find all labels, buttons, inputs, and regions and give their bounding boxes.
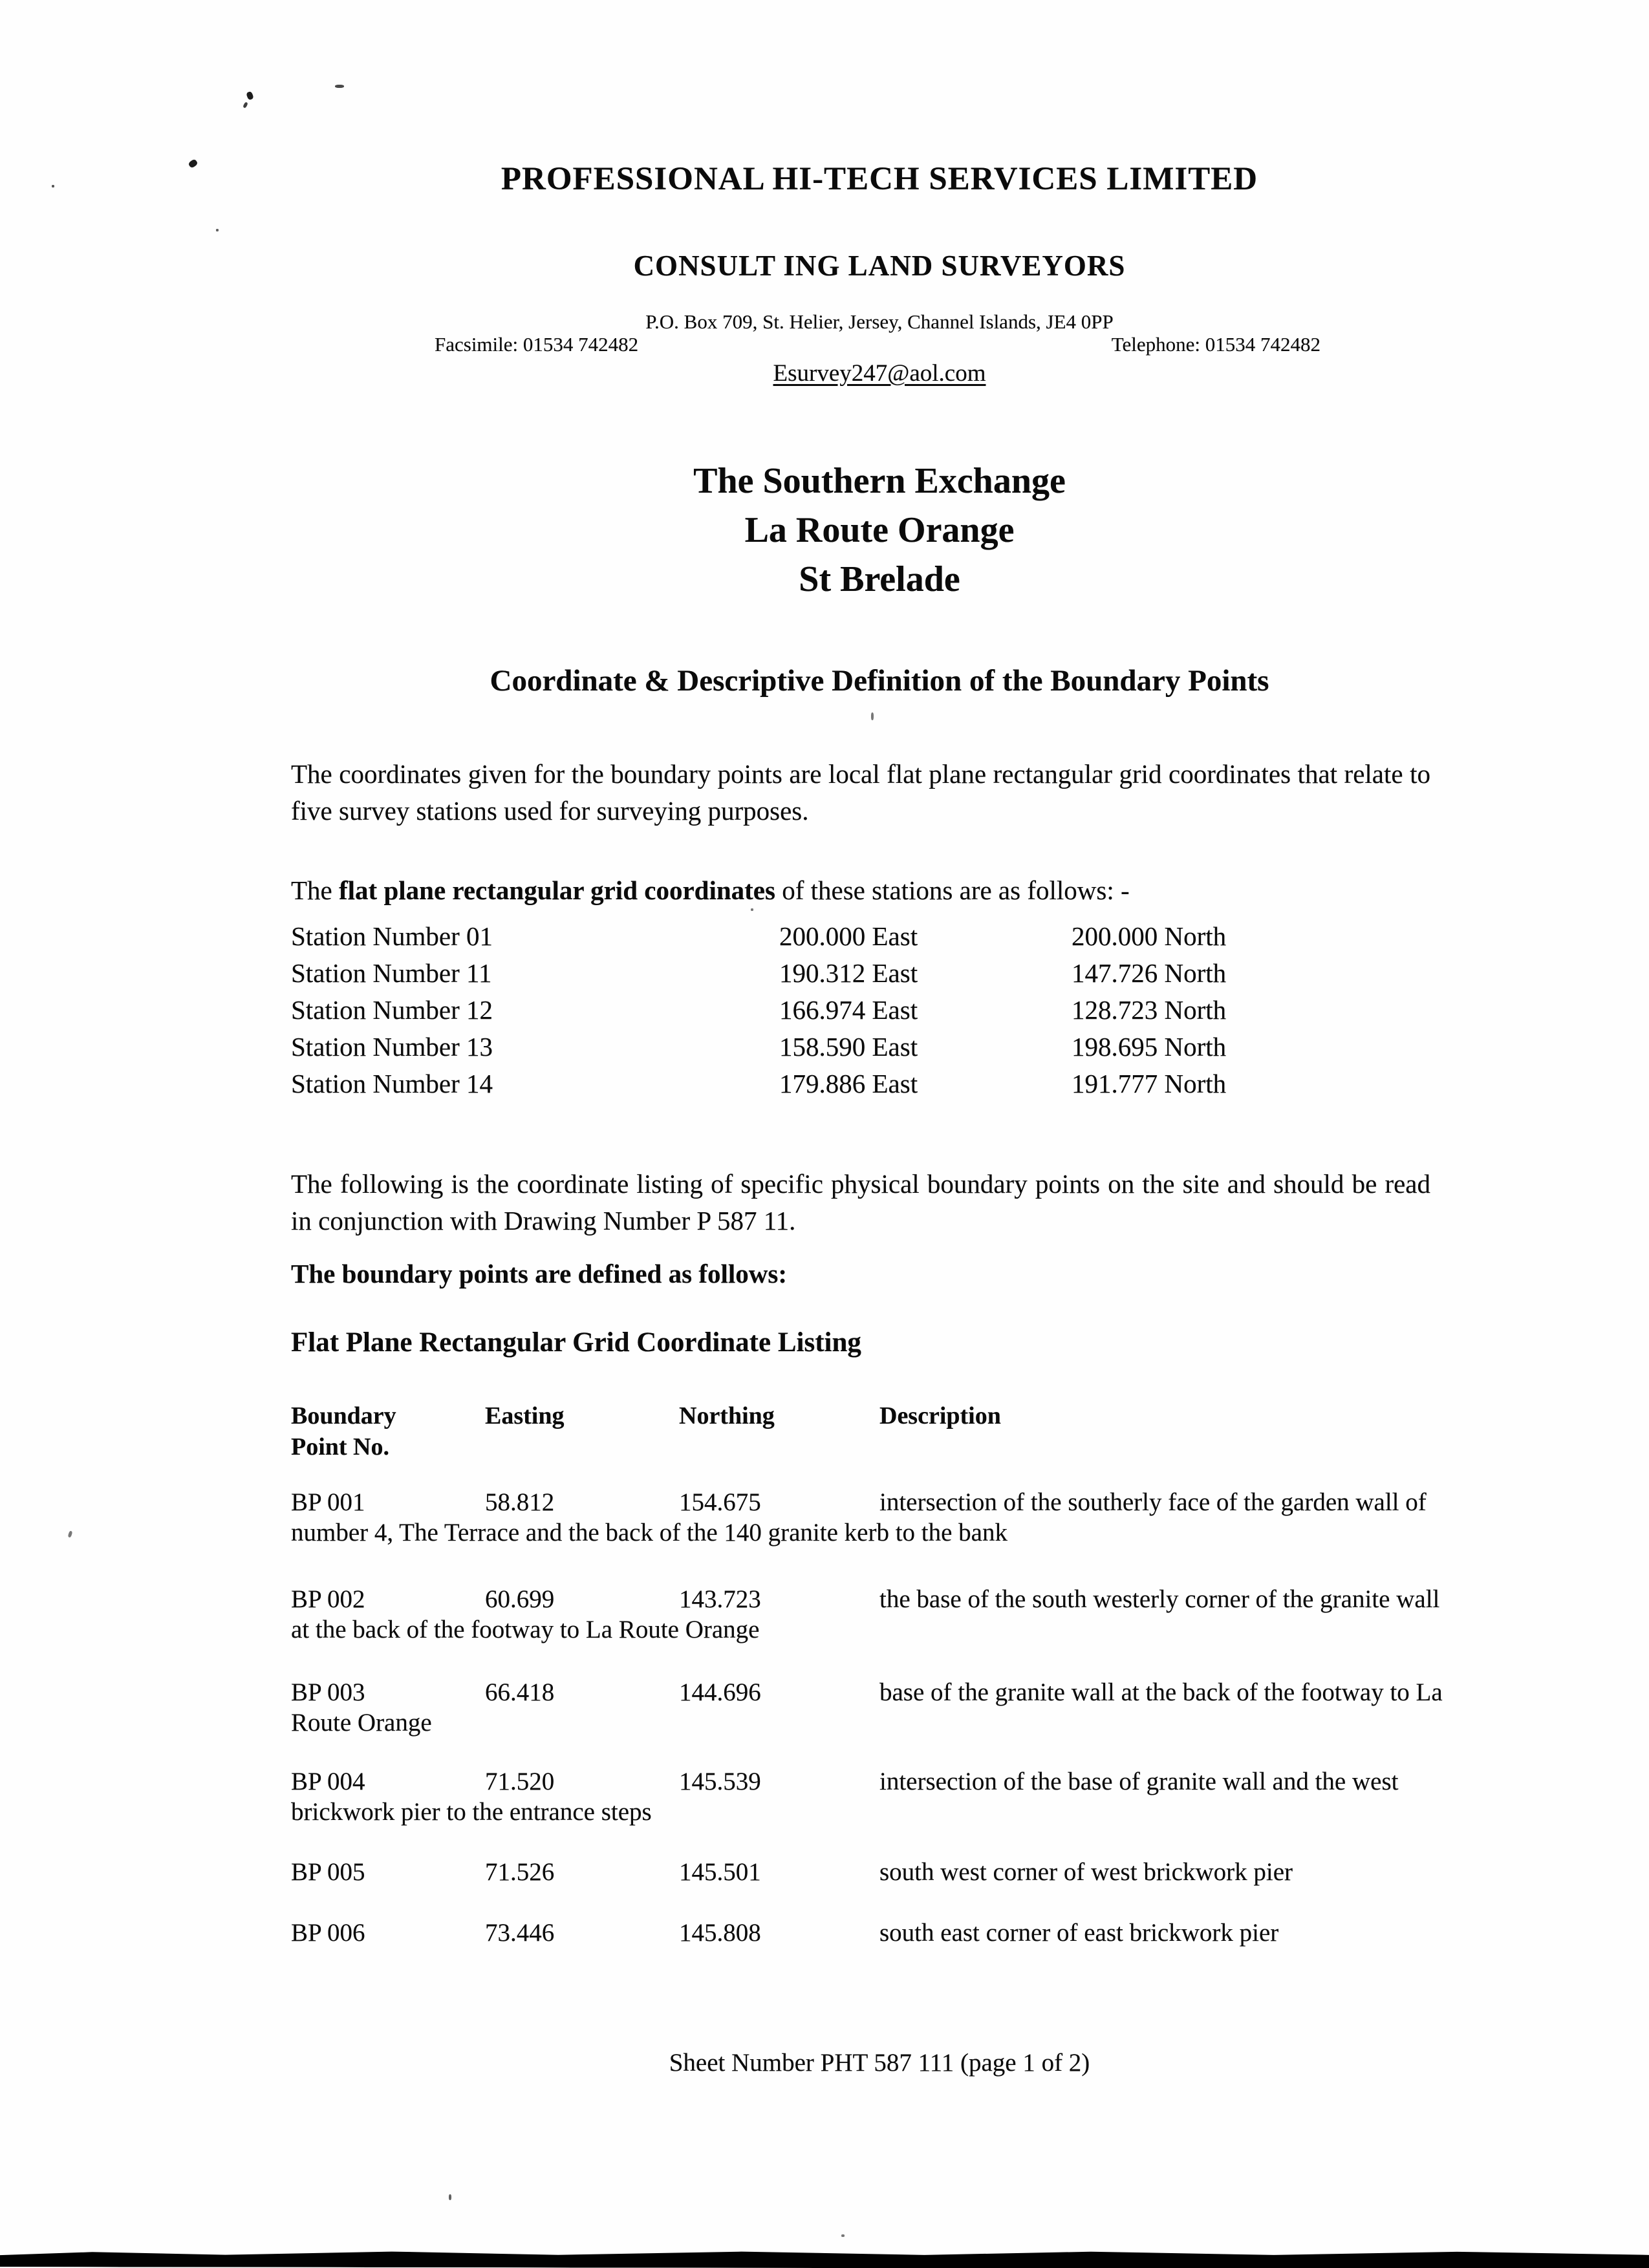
bp-description: south east corner of east brickwork pier — [879, 1919, 1279, 1947]
intro-paragraph: The coordinates given for the boundary points are local flat plane rectangular grid coordinates that relate to five survey stations used for surveying purposes. — [291, 759, 1430, 826]
site-title-line-2: La Route Orange — [744, 510, 1015, 550]
company-name: PROFESSIONAL HI-TECH SERVICES LIMITED — [501, 161, 1258, 197]
station-name: Station Number 11 — [291, 958, 492, 988]
bp-easting: 66.418 — [485, 1678, 555, 1706]
station-easting: 200.000 East — [779, 921, 918, 951]
station-northing: 191.777 North — [1072, 1069, 1227, 1098]
section-heading: Coordinate & Descriptive Definition of the Boundary Points — [490, 664, 1269, 698]
stations-intro-suffix: of these stations are as follows: - — [775, 875, 1130, 905]
station-northing: 198.695 North — [1072, 1032, 1227, 1062]
bp-easting: 58.812 — [485, 1488, 555, 1516]
bp-number: BP 004 — [291, 1768, 365, 1795]
listing-heading: Flat Plane Rectangular Grid Coordinate Listing — [291, 1327, 861, 1358]
facsimile-label: Facsimile: 01534 742482 — [435, 333, 639, 356]
header-description: Description — [879, 1402, 1001, 1429]
station-northing: 128.723 North — [1072, 995, 1227, 1025]
table-row — [291, 1584, 1449, 1645]
email-row — [291, 359, 1468, 387]
stations-intro-bold: flat plane rectangular grid coordinates — [339, 875, 775, 905]
bp-description: intersection of the southerly face of the garden wall of number 4, The Terrace and the back of the 140 granite kerb to the bank — [291, 1488, 1427, 1546]
scan-speck — [52, 185, 54, 187]
boundary-table-header — [291, 1400, 1449, 1462]
table-row — [291, 1766, 1449, 1827]
station-name: Station Number 01 — [291, 921, 493, 951]
station-easting: 179.886 East — [779, 1069, 918, 1098]
listing-intro-paragraph: The following is the coordinate listing of specific physical boundary points on the site and should be read in conjunction with Drawing Number P 587 11. — [291, 1169, 1430, 1236]
bp-description: south west corner of west brickwork pier — [879, 1858, 1293, 1886]
bp-easting: 71.520 — [485, 1768, 555, 1795]
station-row — [291, 992, 1430, 1029]
bp-northing: 143.723 — [679, 1585, 761, 1613]
station-easting: 190.312 East — [779, 958, 918, 988]
bp-easting: 73.446 — [485, 1919, 555, 1947]
email-link[interactable]: Esurvey247@aol.com — [773, 360, 986, 387]
stations-intro-prefix: The — [291, 875, 339, 905]
fax-telephone-row — [291, 333, 1468, 359]
telephone-label: Telephone: 01534 742482 — [1111, 333, 1320, 356]
table-header-row — [291, 1400, 1449, 1431]
scan-speck — [68, 1530, 73, 1537]
header-easting: Easting — [485, 1402, 565, 1429]
scan-speck — [242, 102, 248, 108]
station-row — [291, 918, 1430, 955]
scan-speck — [188, 158, 198, 169]
station-northing: 147.726 North — [1072, 958, 1227, 988]
bp-number: BP 003 — [291, 1678, 365, 1706]
station-northing: 200.000 North — [1072, 921, 1227, 951]
stations-intro-paragraph — [291, 872, 1430, 909]
bp-description: intersection of the base of granite wall and the west brickwork pier to the entrance steps — [291, 1768, 1399, 1826]
bp-number: BP 005 — [291, 1858, 365, 1886]
bp-description: the base of the south westerly corner of the granite wall at the back of the footway to La Route Orange — [291, 1585, 1440, 1643]
bp-northing: 145.808 — [679, 1919, 761, 1947]
station-easting: 158.590 East — [779, 1032, 918, 1062]
table-row — [291, 1918, 1449, 1948]
site-title-line-1: The Southern Exchange — [693, 461, 1066, 501]
stations-table — [291, 918, 1430, 1102]
bp-easting: 60.699 — [485, 1585, 555, 1613]
sheet-number-footer: Sheet Number PHT 587 111 (page 1 of 2) — [669, 2049, 1090, 2077]
table-row — [291, 1857, 1449, 1887]
bp-easting: 71.526 — [485, 1858, 555, 1886]
bp-northing: 145.501 — [679, 1858, 761, 1886]
bp-northing: 154.675 — [679, 1488, 761, 1516]
company-address: P.O. Box 709, St. Helier, Jersey, Channel Islands, JE4 0PP — [645, 310, 1114, 333]
bp-number: BP 006 — [291, 1919, 365, 1947]
company-subtitle: CONSULT ING LAND SURVEYORS — [633, 250, 1126, 282]
scan-speck — [216, 229, 219, 231]
header-northing: Northing — [679, 1402, 775, 1429]
table-row — [291, 1677, 1449, 1738]
bp-northing: 144.696 — [679, 1678, 761, 1706]
site-title — [291, 456, 1468, 604]
station-name: Station Number 13 — [291, 1032, 493, 1062]
bp-northing: 145.539 — [679, 1768, 761, 1795]
document-content — [291, 0, 1468, 2268]
scan-speck — [246, 91, 254, 100]
table-row — [291, 1487, 1449, 1548]
bp-description: base of the granite wall at the back of the footway to La Route Orange — [291, 1678, 1443, 1737]
site-title-line-3: St Brelade — [799, 559, 960, 599]
station-row — [291, 1029, 1430, 1065]
header-point-no: Point No. — [291, 1433, 389, 1460]
header-boundary: Boundary — [291, 1402, 396, 1429]
station-name: Station Number 14 — [291, 1069, 493, 1098]
station-row — [291, 1065, 1430, 1102]
defined-heading: The boundary points are defined as follows: — [291, 1259, 787, 1289]
station-easting: 166.974 East — [779, 995, 918, 1025]
station-row — [291, 955, 1430, 992]
bp-number: BP 002 — [291, 1585, 365, 1613]
bp-number: BP 001 — [291, 1488, 365, 1516]
station-name: Station Number 12 — [291, 995, 493, 1025]
